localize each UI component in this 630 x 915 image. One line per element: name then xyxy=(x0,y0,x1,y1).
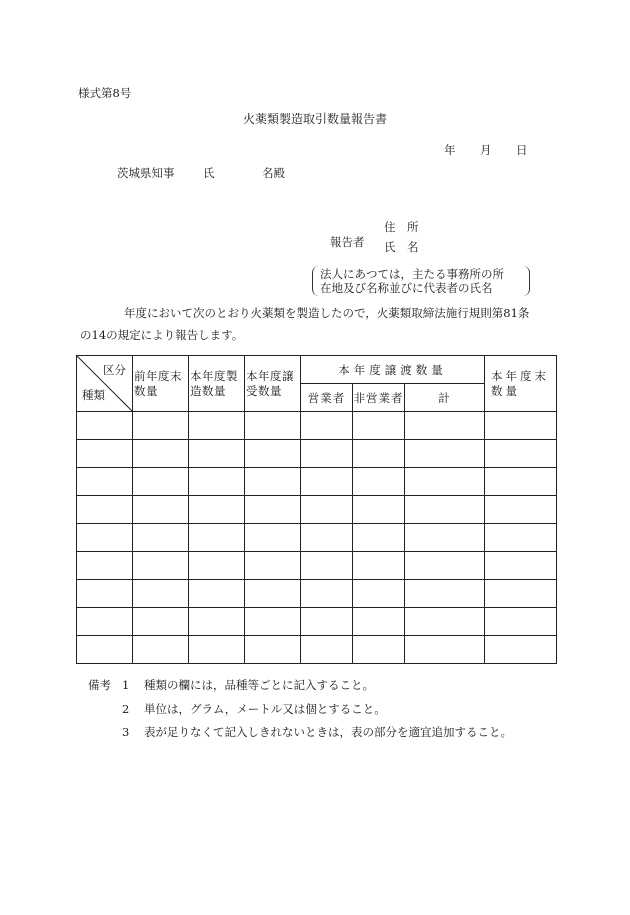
corporate-note-line-1: 法人にあつては，主たる事務所の所 xyxy=(320,267,504,281)
table-cell[interactable] xyxy=(245,636,301,664)
date-day: 日 xyxy=(516,143,528,157)
table-cell[interactable] xyxy=(405,608,485,636)
table-cell[interactable] xyxy=(245,608,301,636)
table-cell[interactable] xyxy=(245,524,301,552)
table-cell[interactable] xyxy=(189,580,245,608)
table-cell[interactable] xyxy=(405,636,485,664)
header-non-business: 非営業者 xyxy=(353,384,405,412)
table-cell[interactable] xyxy=(353,496,405,524)
table-cell[interactable] xyxy=(353,636,405,664)
table-cell[interactable] xyxy=(301,580,353,608)
table-cell[interactable] xyxy=(133,552,189,580)
table-cell[interactable] xyxy=(133,412,189,440)
table-cell[interactable] xyxy=(77,608,133,636)
date-month: 月 xyxy=(480,143,492,157)
table-cell[interactable] xyxy=(301,608,353,636)
reporter-name-label-2: 名 xyxy=(407,240,419,254)
remark-text: 単位は，グラム，メートル又は個とすること。 xyxy=(144,702,386,716)
table-cell[interactable] xyxy=(405,412,485,440)
table-cell[interactable] xyxy=(353,468,405,496)
table-cell[interactable] xyxy=(245,496,301,524)
table-cell[interactable] xyxy=(133,608,189,636)
table-cell[interactable] xyxy=(133,468,189,496)
header-received: 本年度譲受数量 xyxy=(245,356,301,412)
addressee-governor: 茨城県知事 xyxy=(117,166,175,180)
table-cell[interactable] xyxy=(133,580,189,608)
table-cell[interactable] xyxy=(405,468,485,496)
table-cell[interactable] xyxy=(301,636,353,664)
header-manufactured: 本年度製造数量 xyxy=(189,356,245,412)
reporter-address-label-2: 所 xyxy=(407,220,419,234)
table-cell[interactable] xyxy=(77,468,133,496)
header-total: 計 xyxy=(405,384,485,412)
table-cell[interactable] xyxy=(189,468,245,496)
report-table xyxy=(76,355,557,664)
table-cell[interactable] xyxy=(485,440,557,468)
table-cell[interactable] xyxy=(77,496,133,524)
table-cell[interactable] xyxy=(77,636,133,664)
remark-number: 3 xyxy=(122,725,130,739)
table-cell[interactable] xyxy=(77,552,133,580)
remarks-label: 備考 xyxy=(88,678,111,692)
table-cell[interactable] xyxy=(353,608,405,636)
table-cell[interactable] xyxy=(353,524,405,552)
table-cell[interactable] xyxy=(405,580,485,608)
table-cell[interactable] xyxy=(485,552,557,580)
table-cell[interactable] xyxy=(189,412,245,440)
table-cell[interactable] xyxy=(77,524,133,552)
table-cell[interactable] xyxy=(245,580,301,608)
table-cell[interactable] xyxy=(77,580,133,608)
table-row xyxy=(77,552,557,580)
table-cell[interactable] xyxy=(189,636,245,664)
table-row xyxy=(77,412,557,440)
header-prev-year-end: 前年度末数量 xyxy=(133,356,189,412)
table-cell[interactable] xyxy=(133,440,189,468)
table-cell[interactable] xyxy=(353,412,405,440)
body-text-line-2: の14の規定により報告します。 xyxy=(80,328,244,342)
table-row xyxy=(77,636,557,664)
table-cell[interactable] xyxy=(189,608,245,636)
table-cell[interactable] xyxy=(485,580,557,608)
table-row xyxy=(77,608,557,636)
table-cell[interactable] xyxy=(301,412,353,440)
remark-text: 表が足りなくて記入しきれないときは，表の部分を適宜追加すること。 xyxy=(144,725,512,739)
header-corner-cell xyxy=(77,356,133,412)
remark-number: 1 xyxy=(122,678,130,692)
table-row xyxy=(77,580,557,608)
table-cell[interactable] xyxy=(485,524,557,552)
header-transfer-group: 本年度譲渡数量 xyxy=(301,356,485,384)
table-cell[interactable] xyxy=(485,608,557,636)
table-cell[interactable] xyxy=(133,496,189,524)
table-cell[interactable] xyxy=(405,524,485,552)
table-cell[interactable] xyxy=(353,440,405,468)
table-cell[interactable] xyxy=(301,496,353,524)
table-cell[interactable] xyxy=(301,552,353,580)
table-cell[interactable] xyxy=(353,580,405,608)
date-year: 年 xyxy=(444,143,456,157)
body-text-line-1: 年度において次のとおり火薬類を製造したので，火薬類取締法施行規則第81条 xyxy=(124,306,530,320)
table-cell[interactable] xyxy=(245,468,301,496)
table-cell[interactable] xyxy=(189,552,245,580)
table-cell[interactable] xyxy=(77,412,133,440)
header-business: 営業者 xyxy=(301,384,353,412)
addressee-dono: 名殿 xyxy=(262,166,285,180)
table-cell[interactable] xyxy=(133,636,189,664)
reporter-label: 報告者 xyxy=(330,235,365,249)
reporter-address-label-1: 住 xyxy=(384,220,396,234)
table-cell[interactable] xyxy=(189,440,245,468)
table-cell[interactable] xyxy=(301,468,353,496)
corner-category-label: 区分 xyxy=(103,363,126,377)
table-cell[interactable] xyxy=(245,552,301,580)
table-cell[interactable] xyxy=(405,552,485,580)
table-cell[interactable] xyxy=(485,468,557,496)
table-cell[interactable] xyxy=(189,496,245,524)
remark-number: 2 xyxy=(122,702,130,716)
table-cell[interactable] xyxy=(405,440,485,468)
table-cell[interactable] xyxy=(77,440,133,468)
table-cell[interactable] xyxy=(189,524,245,552)
table-row xyxy=(77,468,557,496)
table-cell[interactable] xyxy=(133,524,189,552)
table-cell[interactable] xyxy=(353,552,405,580)
form-number: 様式第8号 xyxy=(78,86,132,100)
table-cell[interactable] xyxy=(485,636,557,664)
corporate-note-line-2: 在地及び名称並びに代表者の氏名 xyxy=(320,281,493,295)
table-cell[interactable] xyxy=(485,412,557,440)
table-cell[interactable] xyxy=(245,440,301,468)
reporter-name-label-1: 氏 xyxy=(384,240,396,254)
table-cell[interactable] xyxy=(245,412,301,440)
table-cell[interactable] xyxy=(301,524,353,552)
table-cell[interactable] xyxy=(405,496,485,524)
table-cell[interactable] xyxy=(485,496,557,524)
addressee-shi: 氏 xyxy=(203,166,215,180)
header-this-year-end: 本年度末数量 xyxy=(485,356,557,412)
table-row xyxy=(77,524,557,552)
table-row xyxy=(77,440,557,468)
table-row xyxy=(77,496,557,524)
table-cell[interactable] xyxy=(301,440,353,468)
document-title: 火薬類製造取引数量報告書 xyxy=(242,112,387,126)
corner-type-label: 種類 xyxy=(82,388,105,402)
remark-text: 種類の欄には，品種等ごとに記入すること。 xyxy=(144,678,374,692)
